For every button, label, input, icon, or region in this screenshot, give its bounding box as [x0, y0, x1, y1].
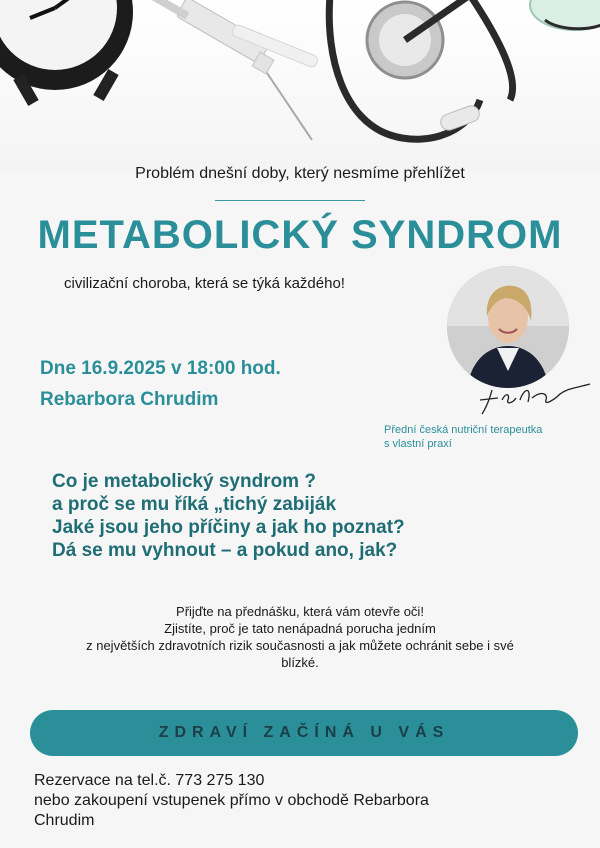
invite-paragraph: Přijďte na přednášku, která vám otevře oči! Zjistíte, proč je tato nenápadná porucha jedním z největších zdravotních rizik současnosti a jak můžete ochránit sebe i své blízké.	[86, 604, 514, 670]
syringe-icon	[151, 0, 312, 140]
speaker-photo	[447, 266, 569, 388]
event-venue: Rebarbora Chrudim	[40, 389, 219, 410]
questions-list	[52, 470, 405, 562]
question-item: Co je metabolický syndrom ?	[52, 471, 316, 492]
slogan-banner	[30, 710, 578, 756]
medical-items-illustration	[0, 0, 600, 170]
stethoscope-icon	[329, 0, 512, 139]
subtitle: civilizační choroba, která se týká každého!	[64, 275, 345, 292]
speaker-caption: Přední česká nutriční terapeutka s vlastní praxí	[384, 424, 543, 450]
kicker-text: Problém dnešní doby, který nesmíme přehlížet	[135, 165, 465, 182]
green-cup-icon	[530, 0, 600, 30]
alarm-clock-icon	[0, 0, 133, 106]
question-item: Dá se mu vyhnout – a pokud ano, jak?	[52, 540, 398, 561]
hero-medical-photo	[0, 0, 600, 170]
signature	[472, 378, 597, 423]
title-divider	[215, 200, 365, 201]
reservation-info: Rezervace na tel.č. 773 275 130 nebo zakoupení vstupenek přímo v obchodě Rebarbora Chrudim	[34, 772, 429, 829]
question-item: a proč se mu říká „tichý zabiják	[52, 494, 337, 515]
question-item: Jaké jsou jeho příčiny a jak ho poznat?	[52, 517, 405, 538]
page-title: METABOLICKÝ SYNDROM	[37, 213, 563, 257]
slogan-text: ZDRAVÍ ZAČÍNÁ U VÁS	[158, 724, 450, 741]
event-date: Dne 16.9.2025 v 18:00 hod.	[40, 358, 281, 379]
